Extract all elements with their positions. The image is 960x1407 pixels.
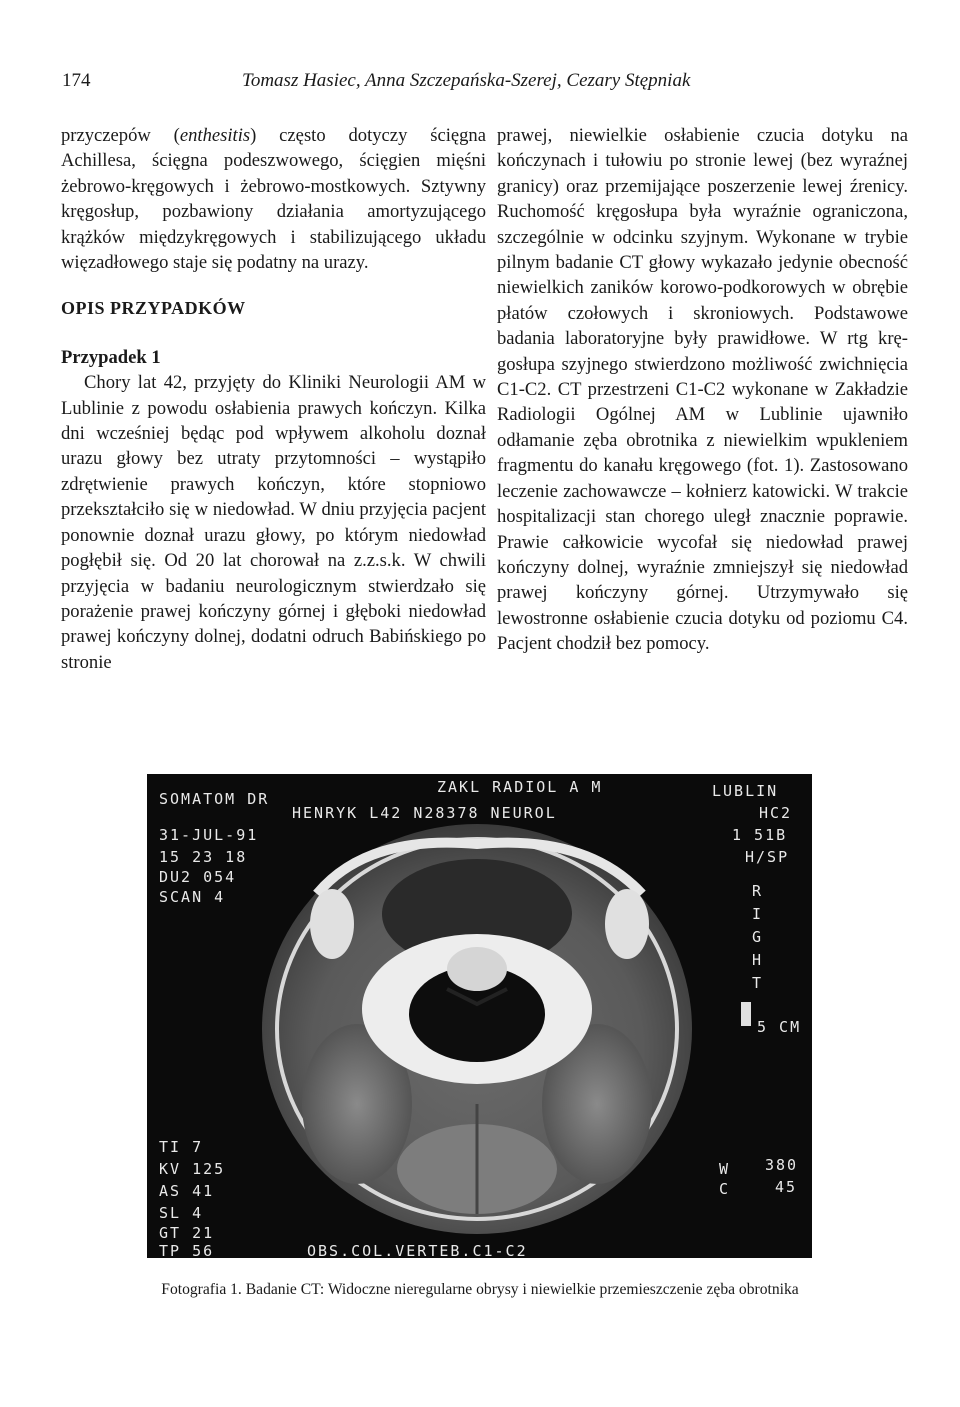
right-condyle [605, 889, 649, 959]
running-head-authors: Tomasz Hasiec, Anna Szczepańska-Szerej, Cezary Stępniak [242, 70, 691, 91]
ct-w-value: 380 [765, 1156, 799, 1174]
ct-side-g: G [752, 928, 764, 946]
ct-w-label: W [719, 1160, 731, 1178]
ct-side-r: R [752, 882, 764, 900]
ct-hsp-label: H/SP [745, 848, 790, 866]
ct-side-h: H [752, 951, 764, 969]
ct-series-label: 1 51B [732, 826, 788, 844]
section-heading: OPIS PRZYPADKÓW [61, 298, 246, 319]
intro-paragraph [61, 123, 486, 275]
ct-side-t: T [752, 974, 764, 992]
ct-institution-label: ZAKL RADIOL A M [437, 778, 603, 796]
ct-city-label: LUBLIN [712, 782, 779, 800]
ct-sl-label: SL 4 [159, 1204, 204, 1222]
scale-bar [741, 1002, 751, 1026]
ct-side-i: I [752, 905, 764, 923]
caption-label: Fotografia 1. [161, 1281, 242, 1298]
ct-scanner-label: SOMATOM DR [159, 790, 270, 808]
enthesitis-term: enthesitis [179, 125, 251, 146]
ct-scan-image [147, 774, 812, 1258]
case-title: Przypadek 1 [61, 346, 161, 368]
ct-gt-label: GT 21 [159, 1224, 215, 1242]
left-column [61, 123, 486, 675]
page-number: 174 [62, 70, 91, 91]
ct-scale-label: 5 CM [757, 1018, 802, 1036]
intro-text-rest: ) często dotyczy ścięgna Achillesa, ścięgna podeszwowego, ścięgien mięśni żebrowo-kręgowych i żebrowo-mostkowych. Sztywny kręgosłup, pozbawiony działania amortyzującego krążków międzykręgowych i stabilizującego układu więzadłowego staje się podatny na urazy. [61, 125, 486, 274]
caption-text: Badanie CT: Widoczne nieregularne obrysy i niewielkie przemieszczenie zęba obrotnika [241, 1281, 799, 1298]
left-condyle [310, 889, 354, 959]
ct-kv-label: KV 125 [159, 1160, 226, 1178]
ct-time-label: 15 23 18 [159, 848, 248, 866]
dens-fragment [447, 947, 507, 991]
ct-c-label: C [719, 1180, 731, 1198]
ct-observation-label: OBS.COL.VERTEB.C1-C2 [307, 1242, 528, 1258]
running-head [60, 70, 910, 100]
ct-tp-label: TP 56 [159, 1242, 215, 1258]
ct-scan-photo [147, 774, 812, 1258]
intro-text-start: przyczepów ( [61, 125, 180, 146]
figure-caption [120, 1278, 840, 1301]
ct-date-label: 31-JUL-91 [159, 826, 259, 844]
ct-du-label: DU2 054 [159, 868, 237, 886]
case-paragraph: Chory lat 42, przyjęty do Kliniki Neurologii AM w Lublinie z powodu osłabienia prawych kończyn. Kilka dni wcześniej będąc pod wpływem alkoholu doznał urazu głowy bez utraty przytomności – wystąpiło zdrętwienie prawych kończyn, które stopniowo przekształciło się w niedowład. W dniu przyjęcia pacjent ponownie doznał urazu głowy, po którym niedowład pogłębił się. Od 20 lat chorował na z.z.s.k. W chwili przyjęcia w badaniu neurologicznym stwierdzało się porażenie prawej kończyny górnej i głęboki niedowład prawej kończyny dolnej, dodatni odruch Babińskiego po stronie [61, 372, 486, 673]
ct-hc-label: HC2 [759, 804, 793, 822]
ct-ti-label: TI 7 [159, 1138, 204, 1156]
right-column-paragraph: prawej, niewielkie osłabienie czucia dotyku na kończynach i tułowiu po stronie lewej (bez wyraźnej granicy) oraz przemijające poszerzenie lewej źrenicy. Ruchomość kręgosłupa była wyraźnie ograniczona, szczególnie w odcinku szyjnym. Wykonane w trybie pilnym badanie CT głowy wykazało jedynie obecność niewielkich zaników korowo-podkorowych w obrębie płatów czołowych i skroniowych. Podstawowe badania laboratoryjne były prawidłowe. W rtg kręgosłupa szyjnego stwierdzono możliwość zwichnięcia C1-C2. CT przestrzeni C1-C2 wykonane w Zakładzie Radiologii Ogólnej AM w Lublinie ujawniło odłamanie zęba obrotnika z niewielkim wpukleniem fragmentu do kanału kręgowego (fot. 1). Zastosowano leczenie zachowawcze – kołnierz katowicki. W trakcie hospitalizacji stan chorego uległ znacznie poprawie. Prawie całkowicie wycofał się niedowład prawej kończyny dolnej, wyraźnie zmniejszył się niedowład prawej kończyny górnej. Utrzymywało się lewostronne osłabienie czucia dotyku od poziomu C4. Pacjent chodził bez pomocy. [497, 125, 908, 655]
ct-as-label: AS 41 [159, 1182, 215, 1200]
ct-c-value: 45 [775, 1178, 798, 1196]
right-column [497, 123, 908, 657]
ct-patient-label: HENRYK L42 N28378 NEUROL [292, 804, 557, 822]
ct-scan-label: SCAN 4 [159, 888, 226, 906]
